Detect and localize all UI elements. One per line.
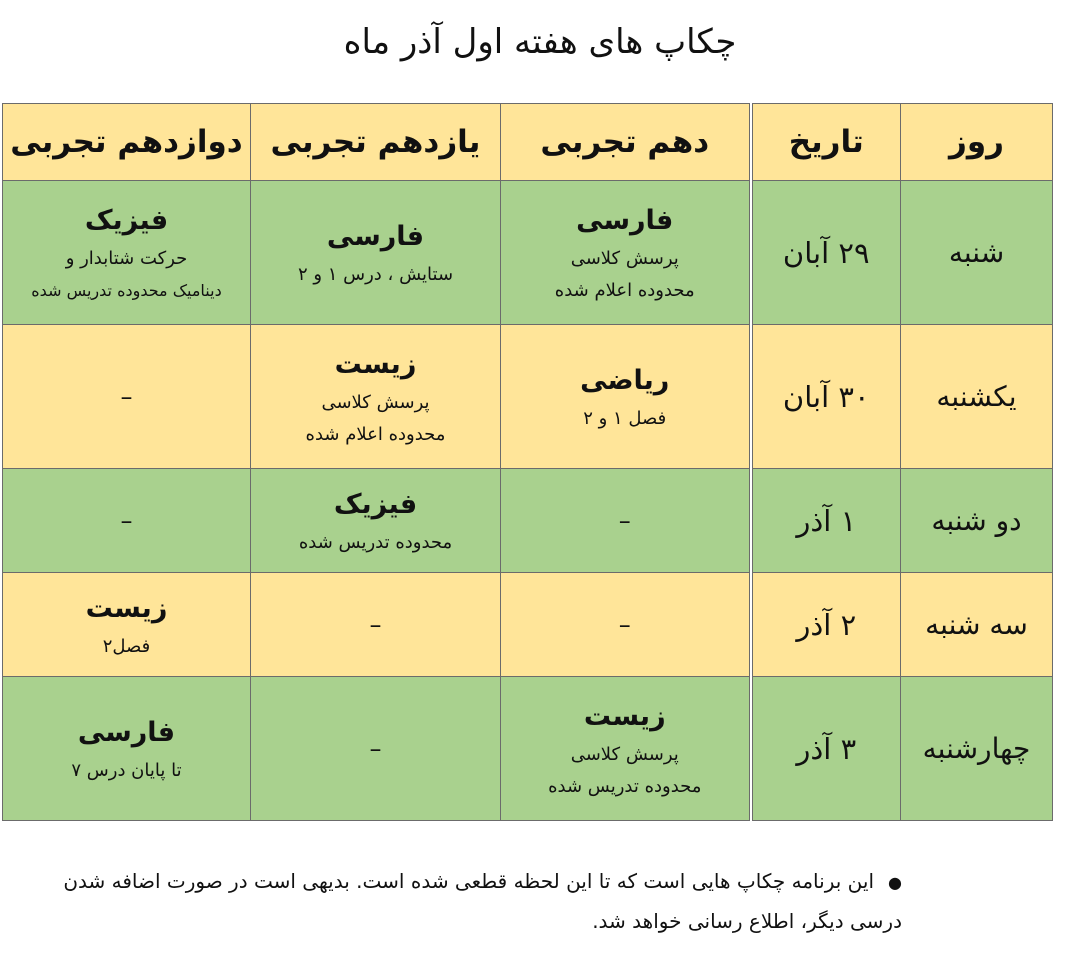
note: دینامیک محدوده تدریس شده <box>31 280 222 300</box>
header-grade-12: دوازدهم تجربی <box>3 104 251 181</box>
subject: فارسی <box>576 204 674 236</box>
day-cell: چهارشنبه <box>901 677 1053 821</box>
empty-dash: – <box>120 506 133 535</box>
date-cell: ۲۹ آبان <box>751 181 901 325</box>
empty-dash: – <box>369 734 382 763</box>
date-cell: ۳ آذر <box>751 677 901 821</box>
empty-dash: – <box>369 610 382 639</box>
header-day: روز <box>901 104 1053 181</box>
note: محدوده تدریس شده <box>298 531 453 553</box>
table-row <box>3 325 1053 469</box>
grade-11-cell <box>251 677 501 821</box>
grade-12-cell <box>3 181 251 325</box>
checkup-schedule-table <box>2 103 1053 821</box>
note: محدوده تدریس شده <box>548 775 702 797</box>
date-cell: ۱ آذر <box>751 469 901 573</box>
note: ستایش ، درس ۱ و ۲ <box>297 263 454 285</box>
empty-dash: – <box>618 610 631 639</box>
day-cell: سه شنبه <box>901 573 1053 677</box>
day-cell: دو شنبه <box>901 469 1053 573</box>
subject: فیزیک <box>333 488 418 520</box>
footnote <box>32 862 902 940</box>
subject: زیست <box>583 700 666 732</box>
grade-12-cell <box>3 325 251 469</box>
grade-12-cell <box>3 469 251 573</box>
empty-dash: – <box>120 382 133 411</box>
subject: فیزیک <box>84 204 169 236</box>
grade-10-cell <box>501 181 751 325</box>
page-title: چکاپ های هفته اول آذر ماه <box>343 22 737 62</box>
date-cell: ۲ آذر <box>751 573 901 677</box>
day-cell: شنبه <box>901 181 1053 325</box>
grade-11-cell <box>251 469 501 573</box>
table-row <box>3 573 1053 677</box>
subject: فارسی <box>77 716 176 748</box>
subject: فارسی <box>326 220 425 252</box>
grade-11-cell <box>251 181 501 325</box>
grade-12-cell <box>3 677 251 821</box>
bullet-icon: ● <box>888 873 902 892</box>
table-header-row <box>3 104 1053 181</box>
header-date: تاریخ <box>751 104 901 181</box>
note: پرسش کلاسی <box>321 391 430 413</box>
note: پرسش کلاسی <box>570 743 679 765</box>
note: تا پایان درس ۷ <box>71 759 182 781</box>
header-grade-10: دهم تجربی <box>501 104 751 181</box>
table-row <box>3 181 1053 325</box>
note: محدوده اعلام شده <box>305 423 446 445</box>
grade-11-cell <box>251 573 501 677</box>
table-row <box>3 677 1053 821</box>
note: فصل ۱ و ۲ <box>583 407 667 429</box>
footnote-text: این برنامه چکاپ هایی است که تا این لحظه قطعی شده است. بدیهی است در صورت اضافه شدن درسی دیگر، اطلاع رسانی خواهد شد. <box>63 869 902 933</box>
subject: ریاضی <box>580 364 670 396</box>
note: حرکت شتابدار و <box>65 247 188 269</box>
subject: زیست <box>334 348 417 380</box>
note: پرسش کلاسی <box>570 247 679 269</box>
grade-11-cell <box>251 325 501 469</box>
date-cell: ۳۰ آبان <box>751 325 901 469</box>
grade-10-cell <box>501 325 751 469</box>
note: محدوده اعلام شده <box>554 279 695 301</box>
header-grade-11: یازدهم تجربی <box>251 104 501 181</box>
grade-10-cell <box>501 469 751 573</box>
grade-10-cell <box>501 677 751 821</box>
subject: زیست <box>85 592 168 624</box>
grade-10-cell <box>501 573 751 677</box>
day-cell: یکشنبه <box>901 325 1053 469</box>
note: فصل۲ <box>102 635 151 657</box>
grade-12-cell <box>3 573 251 677</box>
table-row <box>3 469 1053 573</box>
empty-dash: – <box>618 506 631 535</box>
